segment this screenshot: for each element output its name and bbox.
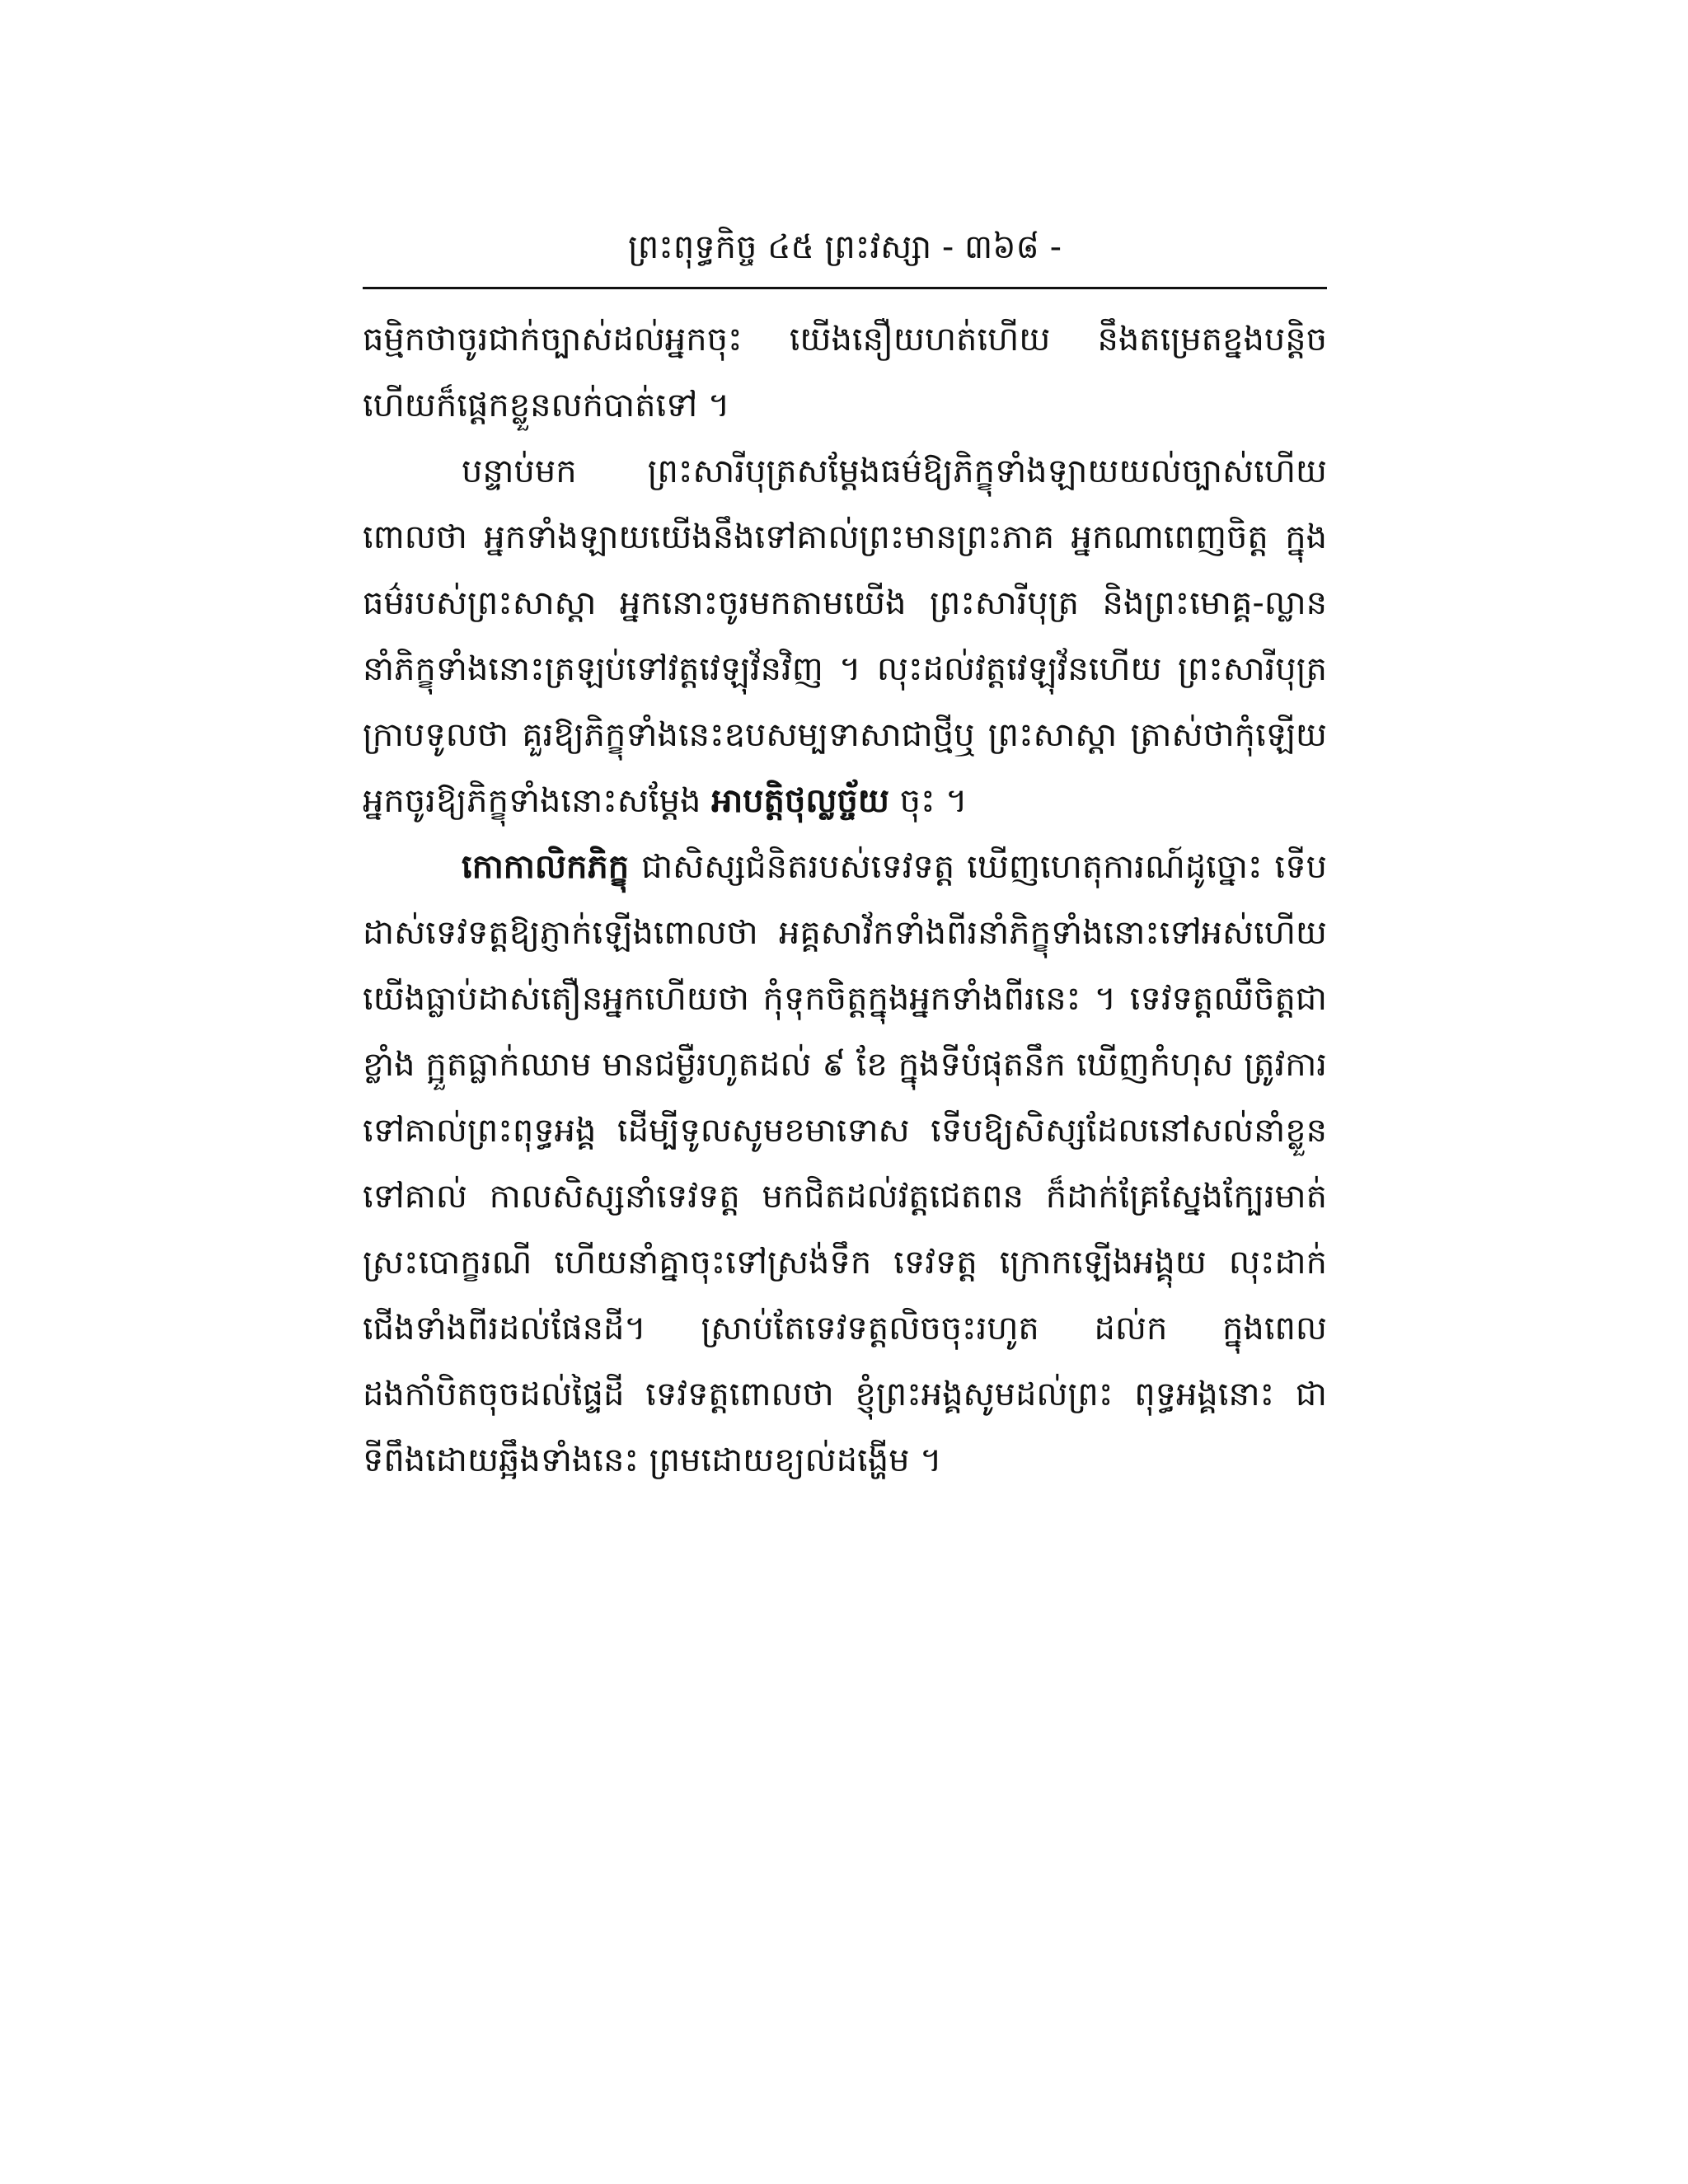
header-divider — [363, 287, 1327, 289]
paragraph-2 — [363, 438, 1327, 834]
page-header — [363, 223, 1327, 297]
paragraph-1-text: ធម្មិកថាចូរជាក់ច្បាស់ដល់អ្នកចុះ យើងនឿយហត់ហើយ នឹងតម្រេតខ្នងបន្តិច ហើយក៏ផ្ដេកខ្លួនលក់បាត់ទៅ ។ — [363, 321, 1327, 424]
paragraph-2-end: ចុះ ។ — [889, 782, 968, 820]
document-body — [363, 307, 1327, 1493]
bold-term-kokalika: កោកាលិកភិក្ខុ — [462, 848, 630, 886]
bold-term-apatti: អាបត្តិថុល្លច្ច័យ — [711, 782, 889, 820]
paragraph-2-text: បន្ទាប់មក ព្រះសារីបុត្រសម្ដែងធម៌ឱ្យភិក្ខុទាំងឡាយយល់ច្បាស់ហើយ ពោលថា អ្នកទាំងឡាយយើងនឹងទៅគាល់ព្រះមានព្រះភាគ អ្នកណាពេញចិត្ត ក្នុងធម៌របស់ព្រះសាស្ដា អ្នកនោះចូរមកតាមយើង ព្រះសារីបុត្រ និងព្រះមោគ្គ-ល្លាន នាំភិក្ខុទាំងនោះត្រឡប់ទៅវត្តវេឡុវ័នវិញ ។ លុះដល់វត្តវេឡុវ័នហើយ ព្រះសារីបុត្រក្រាបទូលថា គួរឱ្យភិក្ខុទាំងនេះឧបសម្បទាសាជាថ្មីឬ ព្រះសាស្ដា ត្រាស់ថាកុំឡើយ អ្នកចូរឱ្យភិក្ខុទាំងនោះសម្ដែង — [363, 452, 1327, 820]
paragraph-3 — [363, 834, 1327, 1493]
paragraph-3-text: ជាសិស្សជំនិតរបស់ទេវទត្ត ឃើញហេតុការណ៍ដូច្នោះ ទើបដាស់ទេវទត្តឱ្យភ្ញាក់ឡើងពោលថា អគ្គសាវ័កទាំងពីរនាំភិក្ខុទាំងនោះទៅអស់ហើយ យើងធ្លាប់ដាស់តឿនអ្នកហើយថា កុំទុកចិត្តក្នុងអ្នកទាំងពីរនេះ ។ ទេវទត្តឈឺចិត្តជាខ្លាំង ក្អួតធ្លាក់ឈាម មានជម្ងឺរហូតដល់ ៩ ខែ ក្នុងទីបំផុតនឹក ឃើញកំហុស ត្រូវការទៅគាល់ព្រះពុទ្ធអង្គ ដើម្បីទូលសូមខមាទោស ទើបឱ្យសិស្សដែលនៅសល់នាំខ្លួនទៅគាល់ កាលសិស្សនាំទេវទត្ត មកជិតដល់វត្តជេតពន ក៏ដាក់គ្រែស្នែងក្បែរមាត់ស្រះបោក្ខរណី ហើយនាំគ្នាចុះទៅស្រង់ទឹក ទេវទត្ត ក្រោកឡើងអង្គុយ លុះដាក់ជើងទាំងពីរដល់ផែនដី។ ស្រាប់តែទេវទត្តលិចចុះរហូត ដល់ក ក្នុងពេលដងកាំបិតចុចដល់ផ្ទៃដី ទេវទត្តពោលថា ខ្ញុំព្រះអង្គសូមដល់ព្រះ ពុទ្ធអង្គនោះ ជាទីពឹងដោយឆ្អឹងទាំងនេះ ព្រមដោយខ្យល់ដង្ហើម ។ — [363, 848, 1327, 1479]
paragraph-1 — [363, 307, 1327, 438]
running-header: ព្រះពុទ្ធកិច្ច ៤៥ ព្រះវស្សា - ៣៦៨ - — [627, 228, 1062, 266]
